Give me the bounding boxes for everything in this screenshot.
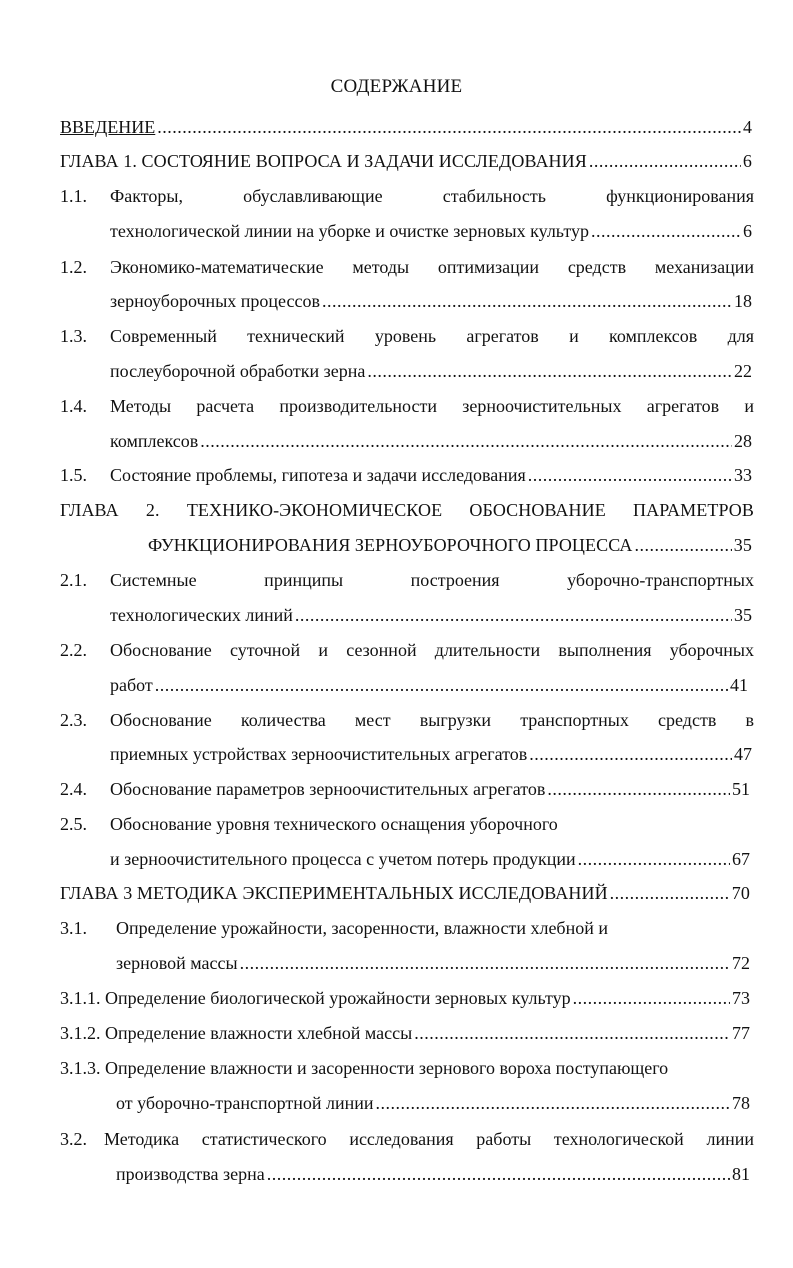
dot-leader [157, 114, 741, 140]
toc-entry-page: 35 [733, 535, 752, 555]
toc-entry-section-2-3 [110, 741, 752, 767]
toc-entry-number: 2.2. [60, 640, 87, 660]
dot-leader [295, 602, 732, 628]
toc-entry-text-line1: Обоснование суточной и сезонной длительности выполнения уборочных [110, 640, 754, 660]
toc-entry-number: 1.3. [60, 326, 87, 346]
dot-leader [547, 776, 730, 802]
toc-entry-number: 1.2. [60, 257, 87, 277]
dot-leader [529, 741, 732, 767]
toc-entry-text-line1: Методы расчета производительности зерноочистительных агрегатов и [110, 396, 754, 416]
toc-entry-page: 78 [732, 1093, 750, 1113]
toc-entry-text: 3.1.1. Определение биологической урожайности зерновых культур [60, 988, 571, 1008]
toc-entry-text-line1: Системные принципы построения уборочно-транспортных [110, 570, 754, 590]
dot-leader [200, 428, 732, 454]
toc-entry-section-2-2 [110, 672, 748, 698]
toc-entry-text-line2: зерновой массы [116, 953, 238, 973]
toc-entry-section-2-4 [60, 776, 750, 802]
toc-entry-text: ВВЕДЕНИЕ [60, 117, 156, 137]
dot-leader [414, 1020, 730, 1046]
toc-entry-text-line1: Обоснование количества мест выгрузки транспортных средств в [110, 710, 754, 730]
toc-entry-number: 3.2. [60, 1129, 87, 1149]
dot-leader [589, 148, 741, 174]
page-title: СОДЕРЖАНИЕ [330, 76, 463, 97]
dot-leader [367, 358, 732, 384]
toc-entry-chapter-3 [60, 880, 750, 906]
toc-entry-introduction [60, 114, 752, 140]
toc-entry-text-line1: Определение урожайности, засоренности, влажности хлебной и [116, 918, 608, 938]
toc-entry-section-3-1-3 [116, 1090, 750, 1116]
dot-leader [610, 880, 730, 906]
toc-entry-section-3-1 [116, 950, 750, 976]
toc-entry-page: 28 [734, 431, 752, 451]
dot-leader [155, 672, 728, 698]
toc-entry-page: 67 [732, 849, 750, 869]
toc-entry-section-1-5 [60, 462, 752, 488]
toc-entry-page: 77 [732, 1023, 750, 1043]
dot-leader [573, 985, 730, 1011]
toc-entry-section-1-2 [110, 288, 752, 314]
toc-entry-page: 6 [743, 221, 752, 241]
toc-entry-text-line2: от уборочно-транспортной линии [116, 1093, 374, 1113]
toc-entry-text-line1: 3.1.3. Определение влажности и засоренности зернового вороха поступающего [60, 1058, 669, 1078]
dot-leader [240, 950, 730, 976]
toc-entry-text-line1: Обоснование уровня технического оснащения уборочного [110, 814, 558, 834]
toc-entry-text: ГЛАВА 3 МЕТОДИКА ЭКСПЕРИМЕНТАЛЬНЫХ ИССЛЕДОВАНИЙ [60, 883, 608, 903]
toc-entry-number: 2.4. [60, 779, 87, 799]
toc-entry-page: 41 [730, 675, 748, 695]
toc-entry-number: 2.3. [60, 710, 87, 730]
toc-entry-section-1-3 [110, 358, 752, 384]
toc-entry-page: 72 [732, 953, 750, 973]
dot-leader [322, 288, 732, 314]
toc-entry-page: 18 [734, 291, 752, 311]
dot-leader [528, 462, 732, 488]
toc-entry-text-line2: комплексов [110, 431, 199, 451]
toc-entry-chapter-2-line1: ГЛАВА 2. ТЕХНИКО-ЭКОНОМИЧЕСКОЕ ОБОСНОВАНИЕ ПАРАМЕТРОВ [60, 500, 754, 520]
toc-entry-page: 81 [732, 1164, 750, 1184]
toc-entry-page: 4 [743, 117, 752, 137]
dot-leader [376, 1090, 730, 1116]
toc-entry-section-3-1-2 [60, 1020, 750, 1046]
toc-entry-section-1-4 [110, 428, 752, 454]
toc-entry-page: 33 [734, 465, 752, 485]
toc-entry-text-line1: Современный технический уровень агрегатов и комплексов для [110, 326, 754, 346]
toc-entry-chapter-1 [60, 148, 752, 174]
toc-entry-text: Состояние проблемы, гипотеза и задачи исследования [110, 465, 526, 485]
toc-entry-text-line2: ФУНКЦИОНИРОВАНИЯ ЗЕРНОУБОРОЧНОГО ПРОЦЕССА [148, 535, 633, 555]
toc-entry-text-line2: производства зерна [116, 1164, 265, 1184]
toc-entry-text-line2: послеуборочной обработки зерна [110, 361, 366, 381]
toc-entry-page: 73 [732, 988, 750, 1008]
toc-entry-number: 1.4. [60, 396, 87, 416]
toc-entry-text-line2: технологической линии на уборке и очистке зерновых культур [110, 221, 589, 241]
toc-entry-number: 2.1. [60, 570, 87, 590]
dot-leader [578, 846, 730, 872]
toc-entry-text-line2: и зерноочистительного процесса с учетом потерь продукции [110, 849, 576, 869]
toc-entry-section-3-1-1 [60, 985, 750, 1011]
toc-entry-page: 70 [731, 883, 750, 903]
toc-entry-number: 3.1. [60, 918, 87, 938]
dot-leader [267, 1161, 730, 1187]
toc-entry-text-line1: Факторы, обуславливающие стабильность функционирования [110, 186, 754, 206]
toc-entry-number: 2.5. [60, 814, 87, 834]
toc-entry-number: 1.5. [60, 465, 87, 485]
toc-entry-section-3-2 [116, 1161, 750, 1187]
toc-entry-page: 35 [734, 605, 752, 625]
toc-entry-text-line2: работ [110, 675, 153, 695]
toc-entry-page: 22 [734, 361, 752, 381]
toc-entry-text-line2: технологических линий [110, 605, 293, 625]
toc-entry-page: 51 [732, 779, 750, 799]
toc-entry-text-line2: приемных устройствах зерноочистительных агрегатов [110, 744, 528, 764]
toc-entry-section-1-1 [110, 218, 752, 244]
toc-entry-page: 47 [734, 744, 752, 764]
toc-entry-number: 1.1. [60, 186, 87, 206]
toc-entry-text-line2: зерноуборочных процессов [110, 291, 320, 311]
toc-entry-text: Обоснование параметров зерноочистительных агрегатов [110, 779, 546, 799]
toc-entry-chapter-2 [148, 532, 752, 558]
toc-entry-text-line1: Методика статистического исследования работы технологической линии [104, 1129, 754, 1149]
dot-leader [635, 532, 732, 558]
toc-entry-section-2-5 [110, 846, 750, 872]
toc-entry-section-2-1 [110, 602, 752, 628]
toc-entry-text-line1: Экономико-математические методы оптимизации средств механизации [110, 257, 754, 277]
toc-entry-page: 6 [742, 151, 752, 171]
toc-entry-text: 3.1.2. Определение влажности хлебной массы [60, 1023, 413, 1043]
toc-entry-text: ГЛАВА 1. СОСТОЯНИЕ ВОПРОСА И ЗАДАЧИ ИССЛЕДОВАНИЯ [60, 151, 587, 171]
dot-leader [591, 218, 741, 244]
